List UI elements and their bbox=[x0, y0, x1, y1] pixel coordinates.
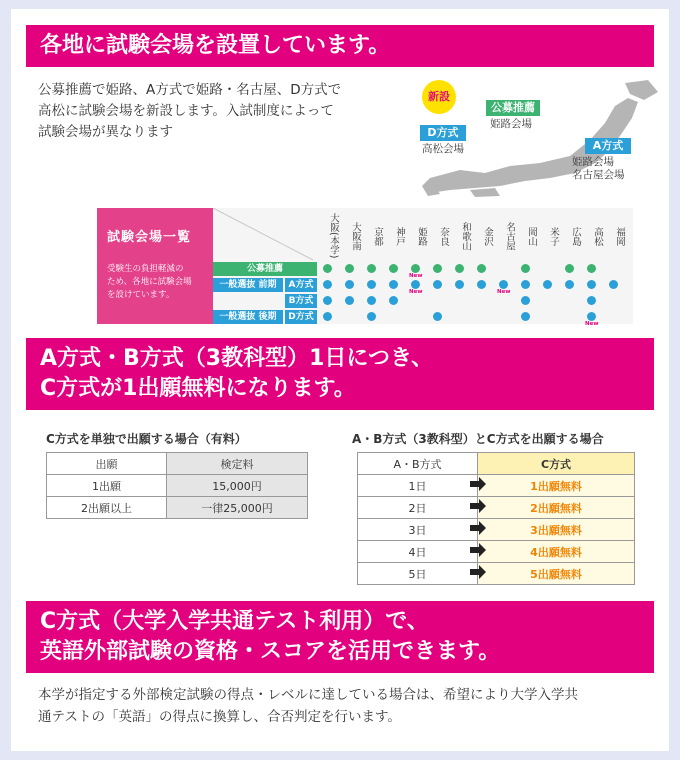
availability-dot bbox=[433, 264, 442, 273]
column-header: 奈良 bbox=[438, 226, 449, 246]
availability-dot bbox=[543, 280, 552, 289]
availability-dot bbox=[367, 280, 376, 289]
label-takamatsu: 高松会場 bbox=[422, 143, 464, 155]
table-cell: 4出願無料 bbox=[478, 541, 635, 563]
banner-line: A方式・B方式（3教科型）1日につき、 bbox=[40, 346, 434, 371]
availability-dot bbox=[411, 264, 420, 273]
column-header: 神戸 bbox=[394, 226, 405, 246]
header-cell: 出願 bbox=[47, 453, 167, 475]
availability-dot bbox=[367, 296, 376, 305]
section3-paragraph bbox=[38, 684, 648, 728]
table-cell: 5出願無料 bbox=[478, 563, 635, 585]
availability-dot bbox=[499, 280, 508, 289]
availability-dot bbox=[565, 280, 574, 289]
japan-map bbox=[400, 78, 660, 198]
column-header: 金沢 bbox=[482, 226, 493, 246]
tag-d-method: D方式 bbox=[420, 125, 466, 141]
table2-heading: A・B方式（3教科型）とC方式を出願する場合 bbox=[352, 432, 604, 446]
new-label: New bbox=[409, 289, 423, 295]
schedule-desc bbox=[97, 245, 213, 302]
availability-dot bbox=[587, 296, 596, 305]
desc-line: ため、各地に試験会場 bbox=[107, 277, 192, 287]
table1-heading: C方式を単独で出願する場合（有料） bbox=[46, 432, 247, 446]
banner-line: 英語外部試験の資格・スコアを活用できます。 bbox=[40, 639, 501, 664]
new-label: New bbox=[585, 321, 599, 327]
table-cell: 1出願無料 bbox=[478, 475, 635, 497]
new-badge: 新設 bbox=[422, 80, 456, 114]
availability-dot bbox=[477, 280, 486, 289]
availability-dot bbox=[323, 312, 332, 321]
availability-dot bbox=[323, 296, 332, 305]
availability-dot bbox=[345, 296, 354, 305]
intro-line: 公募推薦で姫路、A方式で姫路・名古屋、D方式で bbox=[38, 82, 342, 98]
table-cell: 4日 bbox=[358, 541, 478, 563]
tag-koubo: 公募推薦 bbox=[486, 100, 540, 116]
arrow-icon bbox=[470, 543, 486, 557]
desc-line: 受験生の負担軽減の bbox=[107, 264, 184, 274]
section3-banner bbox=[26, 601, 654, 673]
para-line: 本学が指定する外部検定試験の得点・レベルに達している場合は、希望により大学入学共 bbox=[38, 687, 578, 703]
availability-dot bbox=[521, 296, 530, 305]
column-header: 高松 bbox=[592, 226, 603, 246]
section1-banner: 各地に試験会場を設置しています。 bbox=[26, 25, 654, 67]
intro-line: 高松に試験会場を新設します。入試制度によって bbox=[38, 103, 334, 119]
table-cell: 一律25,000円 bbox=[167, 497, 308, 519]
table-cell: 3日 bbox=[358, 519, 478, 541]
row-group-label: 一般選抜 後期 bbox=[213, 310, 283, 324]
availability-dot bbox=[345, 264, 354, 273]
arrow-column bbox=[468, 474, 488, 594]
column-header: 大阪南 bbox=[350, 221, 361, 251]
schedule-title: 試験会場一覧 bbox=[107, 230, 192, 245]
table-cell: 5日 bbox=[358, 563, 478, 585]
availability-dot bbox=[389, 296, 398, 305]
availability-dot bbox=[389, 264, 398, 273]
availability-dot bbox=[433, 312, 442, 321]
intro-line: 試験会場が異なります bbox=[38, 124, 173, 140]
label-himeji-a: 姫路会場 bbox=[572, 156, 614, 168]
availability-dot bbox=[367, 312, 376, 321]
table-cell: 2出願以上 bbox=[47, 497, 167, 519]
availability-dot bbox=[345, 280, 354, 289]
new-label: New bbox=[409, 273, 423, 279]
table-cell: 1日 bbox=[358, 475, 478, 497]
availability-dot bbox=[411, 280, 420, 289]
column-header: 京都 bbox=[372, 226, 383, 246]
row-label: D方式 bbox=[285, 310, 317, 324]
availability-dot bbox=[587, 264, 596, 273]
section1-intro bbox=[38, 80, 398, 143]
table-cell: 3出願無料 bbox=[478, 519, 635, 541]
header-cell: 検定料 bbox=[167, 453, 308, 475]
column-header: 米子 bbox=[548, 226, 559, 246]
availability-dot bbox=[455, 280, 464, 289]
table-cell: 2出願無料 bbox=[478, 497, 635, 519]
availability-dot bbox=[455, 264, 464, 273]
availability-dot bbox=[521, 264, 530, 273]
column-header: 姫路 bbox=[416, 226, 427, 246]
banner-line: C方式が1出願無料になります。 bbox=[40, 376, 356, 401]
section2-banner bbox=[26, 338, 654, 410]
arrow-icon bbox=[470, 521, 486, 535]
banner-line: C方式（大学入学共通テスト利用）で、 bbox=[40, 609, 429, 634]
availability-dot bbox=[477, 264, 486, 273]
column-header: 広島 bbox=[570, 226, 581, 246]
arrow-icon bbox=[470, 477, 486, 491]
availability-dot bbox=[389, 280, 398, 289]
availability-dot bbox=[587, 312, 596, 321]
desc-line: を設けています。 bbox=[107, 290, 175, 300]
availability-dot bbox=[587, 280, 596, 289]
availability-dot bbox=[565, 264, 574, 273]
availability-dot bbox=[323, 264, 332, 273]
new-label: New bbox=[497, 289, 511, 295]
label-nagoya: 名古屋会場 bbox=[572, 169, 625, 181]
fee-table-combined bbox=[357, 452, 635, 585]
para-line: 通テストの「英語」の得点に換算し、合否判定を行います。 bbox=[38, 709, 401, 725]
column-header: 名古屋 bbox=[504, 221, 515, 251]
header-cell: A・B方式 bbox=[358, 453, 478, 475]
table-cell: 1出願 bbox=[47, 475, 167, 497]
schedule-table bbox=[213, 208, 633, 327]
fee-table-single bbox=[46, 452, 308, 519]
arrow-icon bbox=[470, 565, 486, 579]
row-group-label: 公募推薦 bbox=[213, 262, 317, 276]
column-header: 和歌山 bbox=[460, 221, 471, 251]
availability-dot bbox=[323, 280, 332, 289]
label-himeji: 姫路会場 bbox=[490, 118, 532, 130]
row-label: B方式 bbox=[285, 294, 317, 308]
availability-dot bbox=[367, 264, 376, 273]
availability-dot bbox=[609, 280, 618, 289]
availability-dot bbox=[433, 280, 442, 289]
availability-dot bbox=[521, 280, 530, 289]
availability-dot bbox=[521, 312, 530, 321]
row-label: A方式 bbox=[285, 278, 317, 292]
column-header: 福岡 bbox=[614, 226, 625, 246]
arrow-icon bbox=[470, 499, 486, 513]
tag-a-method: A方式 bbox=[585, 138, 631, 154]
schedule-side-panel bbox=[97, 208, 213, 324]
column-header: 岡山 bbox=[526, 226, 537, 246]
column-header: 大阪(本学) bbox=[328, 213, 339, 259]
header-cell: C方式 bbox=[478, 453, 635, 475]
table-cell: 15,000円 bbox=[167, 475, 308, 497]
table-cell: 2日 bbox=[358, 497, 478, 519]
row-group-label: 一般選抜 前期 bbox=[213, 278, 283, 292]
